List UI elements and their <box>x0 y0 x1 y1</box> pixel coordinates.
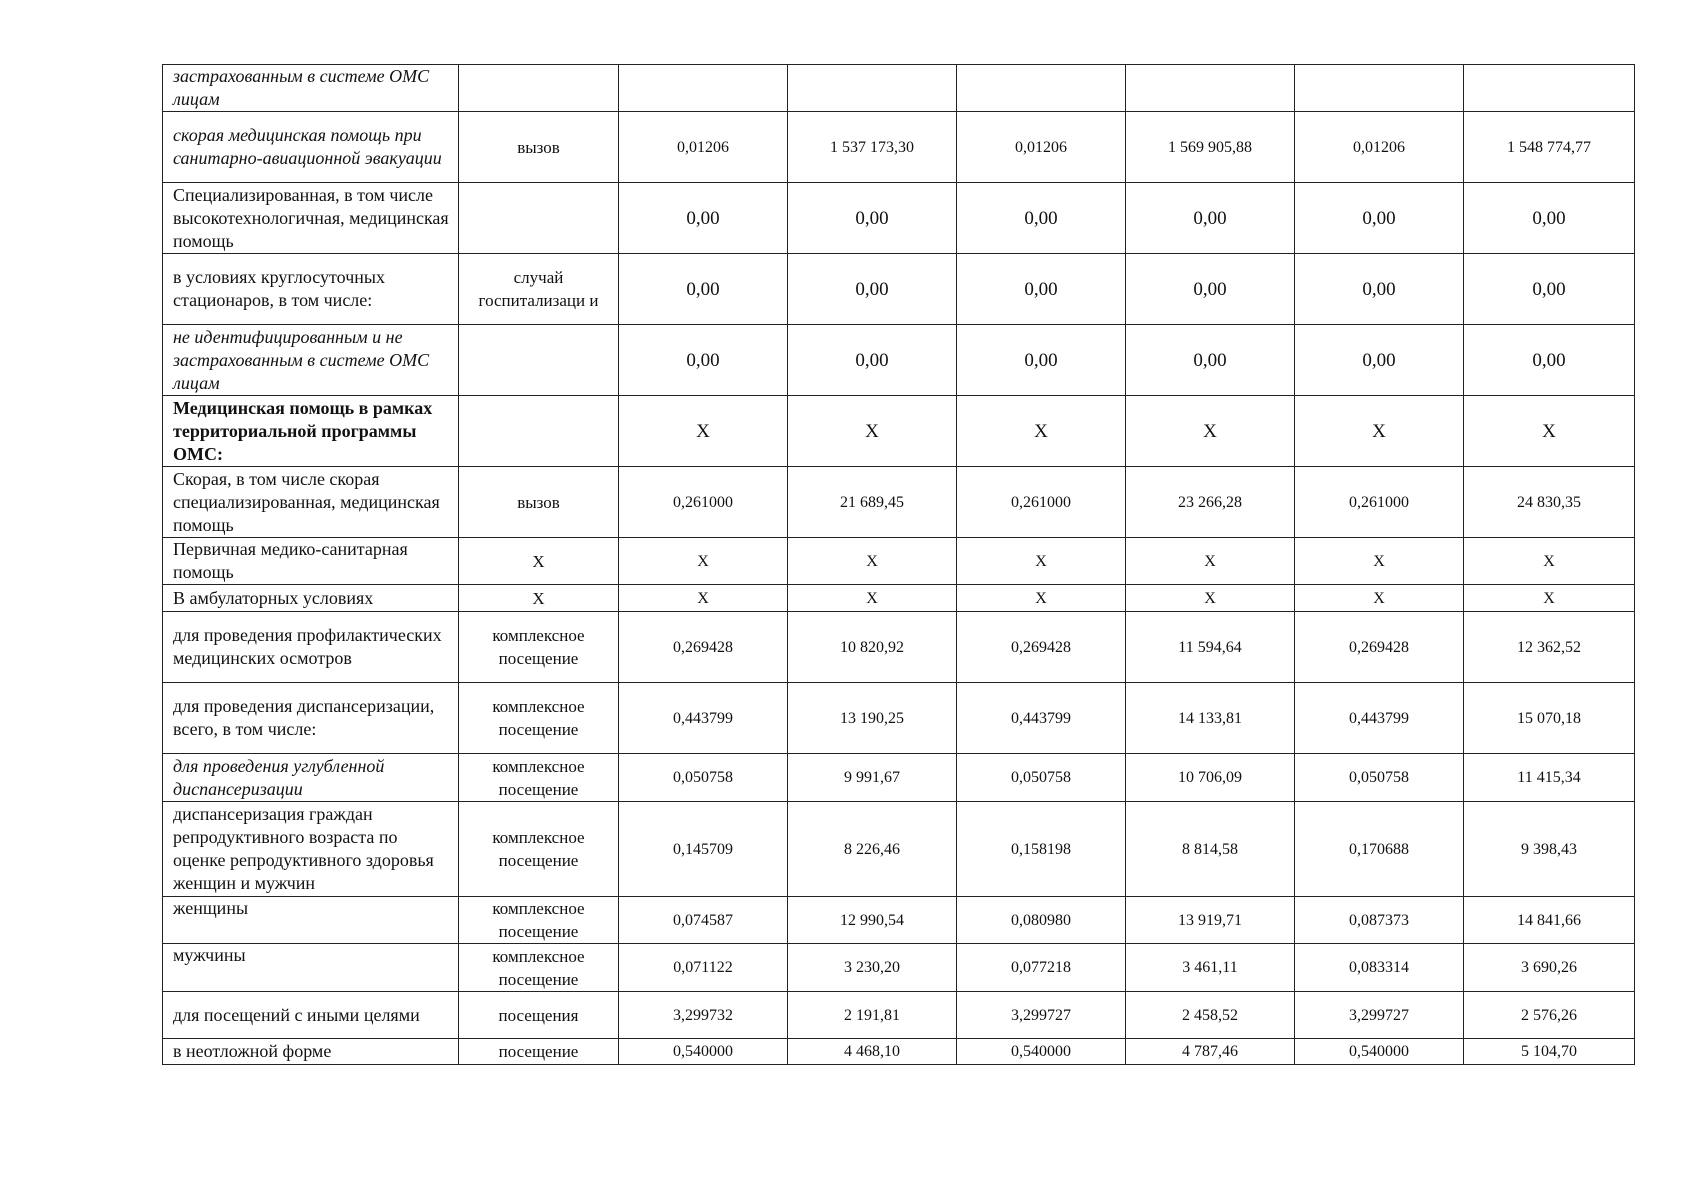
unit-cell: комплексное посещение <box>459 754 619 802</box>
table-row <box>163 897 1635 944</box>
table-row <box>163 754 1635 802</box>
unit-cell: X <box>459 538 619 585</box>
value-cell: 0,00 <box>1295 325 1464 396</box>
unit-cell: вызов <box>459 467 619 538</box>
value-cell: 21 689,45 <box>788 467 957 538</box>
unit-cell <box>459 65 619 112</box>
value-cell: 0,158198 <box>957 802 1126 897</box>
row-label: женщины <box>163 897 459 944</box>
value-cell: 8 226,46 <box>788 802 957 897</box>
value-cell: 0,01206 <box>1295 112 1464 183</box>
value-cell: 3 230,20 <box>788 944 957 992</box>
unit-cell: вызов <box>459 112 619 183</box>
row-label: в неотложной форме <box>163 1039 459 1065</box>
value-cell: 15 070,18 <box>1464 683 1635 754</box>
unit-cell: X <box>459 585 619 612</box>
value-cell: 3,299727 <box>957 992 1126 1039</box>
value-cell: X <box>1464 585 1635 612</box>
value-cell: 1 569 905,88 <box>1126 112 1295 183</box>
table-row <box>163 538 1635 585</box>
value-cell: 0,00 <box>957 183 1126 254</box>
value-cell: 10 706,09 <box>1126 754 1295 802</box>
row-label: для проведения диспансеризации, всего, в том числе: <box>163 683 459 754</box>
unit-cell <box>459 183 619 254</box>
table-body <box>163 65 1635 1065</box>
value-cell: 3,299727 <box>1295 992 1464 1039</box>
unit-cell: комплексное посещение <box>459 897 619 944</box>
value-cell: 0,00 <box>1295 183 1464 254</box>
value-cell: 9 991,67 <box>788 754 957 802</box>
value-cell: 0,00 <box>957 254 1126 325</box>
row-label: Медицинская помощь в рамках территориальной программы ОМС: <box>163 396 459 467</box>
value-cell: 2 458,52 <box>1126 992 1295 1039</box>
value-cell: 0,00 <box>1464 325 1635 396</box>
value-cell: 0,083314 <box>1295 944 1464 992</box>
value-cell: 14 841,66 <box>1464 897 1635 944</box>
value-cell: 0,00 <box>619 183 788 254</box>
row-label: скорая медицинская помощь при санитарно-авиационной эвакуации <box>163 112 459 183</box>
value-cell: 9 398,43 <box>1464 802 1635 897</box>
value-cell: 0,00 <box>619 325 788 396</box>
value-cell: 0,00 <box>1295 254 1464 325</box>
value-cell: 0,443799 <box>619 683 788 754</box>
value-cell: X <box>1295 396 1464 467</box>
table-row <box>163 585 1635 612</box>
tariff-table <box>162 64 1635 1065</box>
value-cell: 0,540000 <box>1295 1039 1464 1065</box>
value-cell: 0,074587 <box>619 897 788 944</box>
value-cell: 23 266,28 <box>1126 467 1295 538</box>
value-cell: 0,540000 <box>619 1039 788 1065</box>
value-cell: X <box>957 585 1126 612</box>
value-cell: 0,00 <box>1464 254 1635 325</box>
unit-cell: комплексное посещение <box>459 612 619 683</box>
value-cell: 0,00 <box>619 254 788 325</box>
table-row <box>163 944 1635 992</box>
row-label: мужчины <box>163 944 459 992</box>
value-cell: X <box>788 538 957 585</box>
unit-cell: посещение <box>459 1039 619 1065</box>
value-cell: 0,050758 <box>957 754 1126 802</box>
value-cell: 0,050758 <box>619 754 788 802</box>
value-cell: 2 191,81 <box>788 992 957 1039</box>
value-cell: X <box>1126 396 1295 467</box>
table-row <box>163 1039 1635 1065</box>
value-cell: 0,071122 <box>619 944 788 992</box>
value-cell <box>1295 65 1464 112</box>
value-cell: X <box>1126 585 1295 612</box>
value-cell: X <box>1464 396 1635 467</box>
value-cell: X <box>1295 585 1464 612</box>
table-row <box>163 325 1635 396</box>
value-cell: 0,080980 <box>957 897 1126 944</box>
value-cell: 5 104,70 <box>1464 1039 1635 1065</box>
row-label: для проведения профилактических медицинских осмотров <box>163 612 459 683</box>
unit-cell: комплексное посещение <box>459 683 619 754</box>
value-cell: X <box>619 585 788 612</box>
table-row <box>163 396 1635 467</box>
value-cell: 2 576,26 <box>1464 992 1635 1039</box>
value-cell: 1 537 173,30 <box>788 112 957 183</box>
table-row <box>163 683 1635 754</box>
table-row <box>163 183 1635 254</box>
value-cell: 0,00 <box>1126 254 1295 325</box>
value-cell: 0,087373 <box>1295 897 1464 944</box>
table-row <box>163 467 1635 538</box>
value-cell: 12 362,52 <box>1464 612 1635 683</box>
value-cell: X <box>1464 538 1635 585</box>
value-cell: 0,00 <box>1126 325 1295 396</box>
value-cell <box>957 65 1126 112</box>
table-row <box>163 612 1635 683</box>
value-cell <box>1464 65 1635 112</box>
value-cell: X <box>788 585 957 612</box>
table-row <box>163 992 1635 1039</box>
value-cell: 0,00 <box>788 325 957 396</box>
row-label: диспансеризация граждан репродуктивного возраста по оценке репродуктивного здоровья женщин и мужчин <box>163 802 459 897</box>
unit-cell <box>459 325 619 396</box>
unit-cell: посещения <box>459 992 619 1039</box>
value-cell: X <box>1126 538 1295 585</box>
value-cell: 11 415,34 <box>1464 754 1635 802</box>
value-cell: 0,261000 <box>1295 467 1464 538</box>
value-cell: 3 461,11 <box>1126 944 1295 992</box>
value-cell: 3 690,26 <box>1464 944 1635 992</box>
unit-cell: комплексное посещение <box>459 802 619 897</box>
table-row <box>163 65 1635 112</box>
value-cell: 4 787,46 <box>1126 1039 1295 1065</box>
value-cell: 13 190,25 <box>788 683 957 754</box>
value-cell: 0,170688 <box>1295 802 1464 897</box>
value-cell: 0,077218 <box>957 944 1126 992</box>
value-cell: 0,00 <box>957 325 1126 396</box>
value-cell: 0,261000 <box>957 467 1126 538</box>
value-cell: X <box>619 538 788 585</box>
value-cell: 0,269428 <box>619 612 788 683</box>
value-cell <box>1126 65 1295 112</box>
row-label: В амбулаторных условиях <box>163 585 459 612</box>
value-cell: 0,443799 <box>957 683 1126 754</box>
row-label: Специализированная, в том числе высокотехнологичная, медицинская помощь <box>163 183 459 254</box>
row-label: застрахованным в системе ОМС лицам <box>163 65 459 112</box>
unit-cell: случай госпитализаци и <box>459 254 619 325</box>
value-cell: 0,269428 <box>1295 612 1464 683</box>
value-cell: X <box>619 396 788 467</box>
row-label: для проведения углубленной диспансеризации <box>163 754 459 802</box>
value-cell: 0,145709 <box>619 802 788 897</box>
value-cell: 0,01206 <box>619 112 788 183</box>
value-cell: 0,050758 <box>1295 754 1464 802</box>
value-cell: 0,269428 <box>957 612 1126 683</box>
table-row <box>163 254 1635 325</box>
value-cell: X <box>788 396 957 467</box>
value-cell: 0,00 <box>1126 183 1295 254</box>
value-cell: 12 990,54 <box>788 897 957 944</box>
value-cell: 0,00 <box>788 183 957 254</box>
value-cell: 1 548 774,77 <box>1464 112 1635 183</box>
value-cell: 14 133,81 <box>1126 683 1295 754</box>
value-cell: 0,01206 <box>957 112 1126 183</box>
value-cell: 24 830,35 <box>1464 467 1635 538</box>
value-cell: 10 820,92 <box>788 612 957 683</box>
value-cell: 0,540000 <box>957 1039 1126 1065</box>
table-row <box>163 802 1635 897</box>
value-cell: 0,00 <box>1464 183 1635 254</box>
value-cell: 4 468,10 <box>788 1039 957 1065</box>
value-cell: 3,299732 <box>619 992 788 1039</box>
value-cell: 0,261000 <box>619 467 788 538</box>
row-label: не идентифицированным и не застрахованным в системе ОМС лицам <box>163 325 459 396</box>
value-cell: 0,443799 <box>1295 683 1464 754</box>
value-cell: 0,00 <box>788 254 957 325</box>
row-label: Первичная медико-санитарная помощь <box>163 538 459 585</box>
value-cell: X <box>957 538 1126 585</box>
value-cell: 8 814,58 <box>1126 802 1295 897</box>
unit-cell: комплексное посещение <box>459 944 619 992</box>
unit-cell <box>459 396 619 467</box>
row-label: в условиях круглосуточных стационаров, в том числе: <box>163 254 459 325</box>
value-cell: X <box>1295 538 1464 585</box>
value-cell: 13 919,71 <box>1126 897 1295 944</box>
value-cell: X <box>957 396 1126 467</box>
value-cell: 11 594,64 <box>1126 612 1295 683</box>
row-label: Скорая, в том числе скорая специализированная, медицинская помощь <box>163 467 459 538</box>
value-cell <box>619 65 788 112</box>
row-label: для посещений с иными целями <box>163 992 459 1039</box>
value-cell <box>788 65 957 112</box>
table-row <box>163 112 1635 183</box>
